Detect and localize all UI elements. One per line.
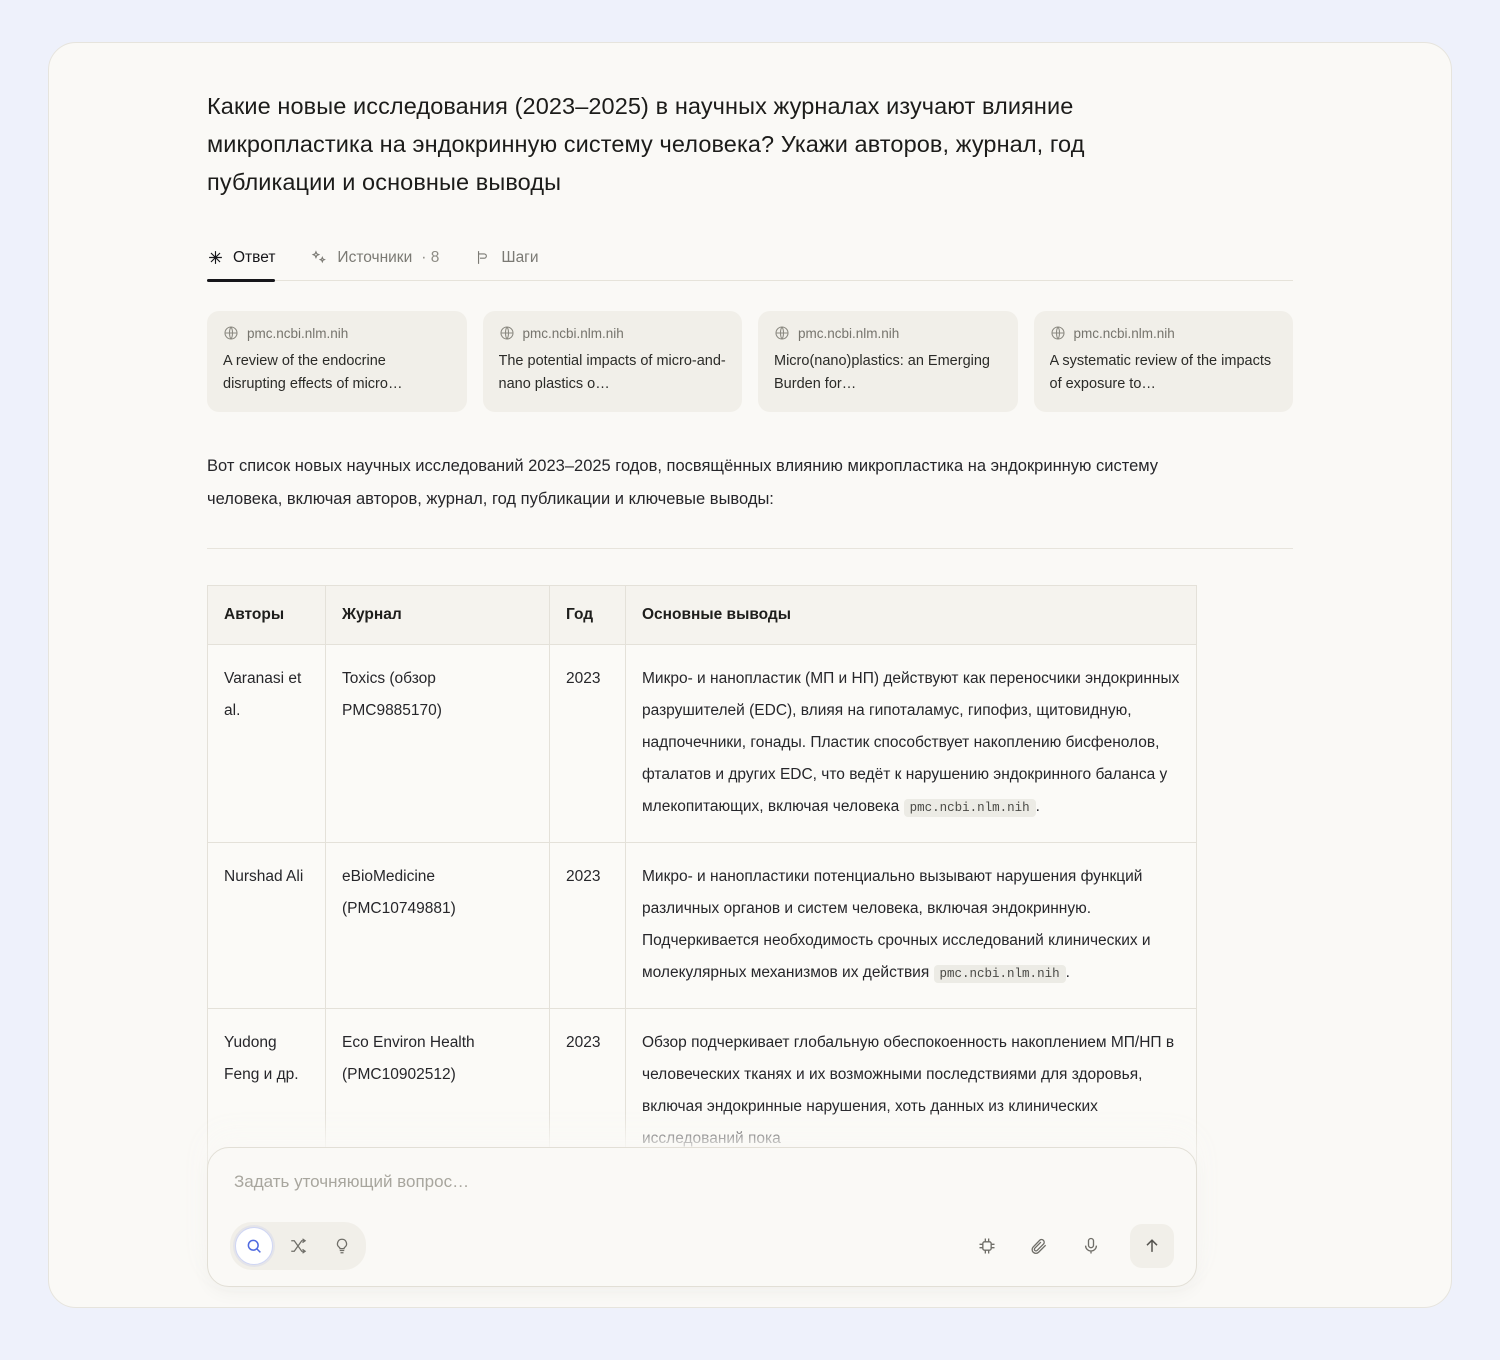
table-header-row xyxy=(208,586,1197,645)
chip-icon xyxy=(977,1236,997,1256)
shuffle-icon xyxy=(289,1237,307,1255)
results-table xyxy=(207,585,1197,1174)
tab-steps[interactable] xyxy=(475,235,538,281)
composer-toolbar xyxy=(230,1222,1174,1270)
idea-tool-button[interactable] xyxy=(323,1227,361,1265)
cell-year: 2023 xyxy=(550,645,626,843)
page-title: Какие новые исследования (2023–2025) в научных журналах изучают влияние микропластика на эндокринную систему человека? Укажи авторов, журнал, год публикации и основные выводы xyxy=(207,93,1085,195)
answer-intro: Вот список новых научных исследований 2023–2025 годов, посвящённых влиянию микропластика на эндокринную систему человека, включая авторов, журнал, год публикации и ключевые выводы: xyxy=(207,457,1159,508)
cell-conclusion xyxy=(626,843,1197,1009)
table-header-conclusion: Основные выводы xyxy=(626,586,1197,645)
tab-steps-label: Шаги xyxy=(501,248,539,266)
tab-answer-label: Ответ xyxy=(233,248,276,266)
cell-conclusion xyxy=(626,645,1197,843)
source-title: Micro(nano)plastics: an Emerging Burden for… xyxy=(774,353,990,392)
tab-sources-label: Источники xyxy=(337,248,413,266)
attach-button[interactable] xyxy=(1022,1229,1056,1263)
microphone-icon xyxy=(1081,1236,1101,1256)
table-header-year: Год xyxy=(550,586,626,645)
shuffle-tool-button[interactable] xyxy=(279,1227,317,1265)
source-domain: pmc.ncbi.nlm.nih xyxy=(1073,325,1175,341)
cell-conclusion: Обзор подчеркивает глобальную обеспокоенность накоплением МП/НП в человеческих тканях и их возможными последствиями для здоровья, включая эндокринные нарушения, хоть данных из клинических исследований пока xyxy=(626,1009,1197,1174)
steps-icon xyxy=(475,249,492,266)
source-ref-badge[interactable]: pmc.ncbi.nlm.nih xyxy=(904,799,1036,817)
tab-answer[interactable] xyxy=(207,235,275,281)
tab-sources-count: · 8 xyxy=(421,248,440,266)
conclusion-text: Микро- и нанопластики потенциально вызывают нарушения функций различных органов и систем человека, включая эндокринную. Подчеркивается необходимость срочных исследований клинических и молекулярных механизмов их действия xyxy=(642,868,1151,981)
source-chip[interactable] xyxy=(207,311,467,412)
source-chip-head xyxy=(1050,325,1278,341)
source-chip[interactable] xyxy=(758,311,1018,412)
source-domain: pmc.ncbi.nlm.nih xyxy=(522,325,624,341)
send-button[interactable] xyxy=(1130,1224,1174,1268)
source-domain: pmc.ncbi.nlm.nih xyxy=(798,325,900,341)
source-chip-head xyxy=(774,325,1002,341)
cell-year: 2023 xyxy=(550,1009,626,1174)
sparkle-icon xyxy=(207,249,224,266)
bulb-icon xyxy=(333,1237,351,1255)
globe-icon xyxy=(223,325,239,341)
arrow-up-icon xyxy=(1142,1236,1162,1256)
model-chip-button[interactable] xyxy=(970,1229,1004,1263)
composer-right-tools xyxy=(970,1224,1174,1268)
globe-icon xyxy=(1050,325,1066,341)
composer xyxy=(207,1147,1197,1287)
cell-authors: Varanasi et al. xyxy=(208,645,326,843)
source-chip-list xyxy=(207,311,1293,412)
source-title: A review of the endocrine disrupting effects of micro… xyxy=(223,353,403,392)
source-chip[interactable] xyxy=(1034,311,1294,412)
globe-icon xyxy=(499,325,515,341)
globe-icon xyxy=(774,325,790,341)
composer-tool-group xyxy=(230,1222,366,1270)
tab-sources[interactable] xyxy=(311,235,439,281)
followup-input[interactable] xyxy=(230,1170,1174,1192)
cell-authors: Yudong Feng и др. xyxy=(208,1009,326,1174)
table-header-authors: Авторы xyxy=(208,586,326,645)
table-row xyxy=(208,843,1197,1009)
cell-journal: Eco Environ Health (PMC10902512) xyxy=(326,1009,550,1174)
source-ref-badge[interactable]: pmc.ncbi.nlm.nih xyxy=(934,965,1066,983)
source-domain: pmc.ncbi.nlm.nih xyxy=(247,325,349,341)
conclusion-tail: . xyxy=(1065,964,1070,981)
sources-icon xyxy=(311,249,328,266)
answer-content xyxy=(49,43,1451,1294)
cell-authors: Nurshad Ali xyxy=(208,843,326,1009)
answer-tabs xyxy=(207,235,1293,281)
source-chip-head xyxy=(499,325,727,341)
table-row xyxy=(208,645,1197,843)
source-title: The potential impacts of micro-and-nano plastics o… xyxy=(498,353,726,392)
cell-journal: Toxics (обзор PMC9885170) xyxy=(326,645,550,843)
source-chip-head xyxy=(223,325,451,341)
source-chip[interactable] xyxy=(483,311,743,412)
conclusion-tail: . xyxy=(1035,798,1040,815)
cell-year: 2023 xyxy=(550,843,626,1009)
search-tool-button[interactable] xyxy=(235,1227,273,1265)
voice-button[interactable] xyxy=(1074,1229,1108,1263)
conclusion-text: Микро- и нанопластик (МП и НП) действуют как переносчики эндокринных разрушителей (EDC), влияя на гипоталамус, гипофиз, щитовидную, надпочечники, гонады. Пластик способствует накоплению бисфенолов, фталатов и других EDC, что ведёт к нарушению эндокринного баланса у млекопитающих, включая человека xyxy=(642,670,1180,815)
cell-journal: eBioMedicine (PMC10749881) xyxy=(326,843,550,1009)
table-header-journal: Журнал xyxy=(326,586,550,645)
magnifier-icon xyxy=(245,1237,263,1255)
section-divider xyxy=(207,548,1293,549)
source-title: A systematic review of the impacts of exposure to… xyxy=(1049,353,1272,392)
paperclip-icon xyxy=(1029,1236,1049,1256)
answer-scroll-area[interactable] xyxy=(49,43,1451,1307)
answer-card xyxy=(48,42,1452,1308)
